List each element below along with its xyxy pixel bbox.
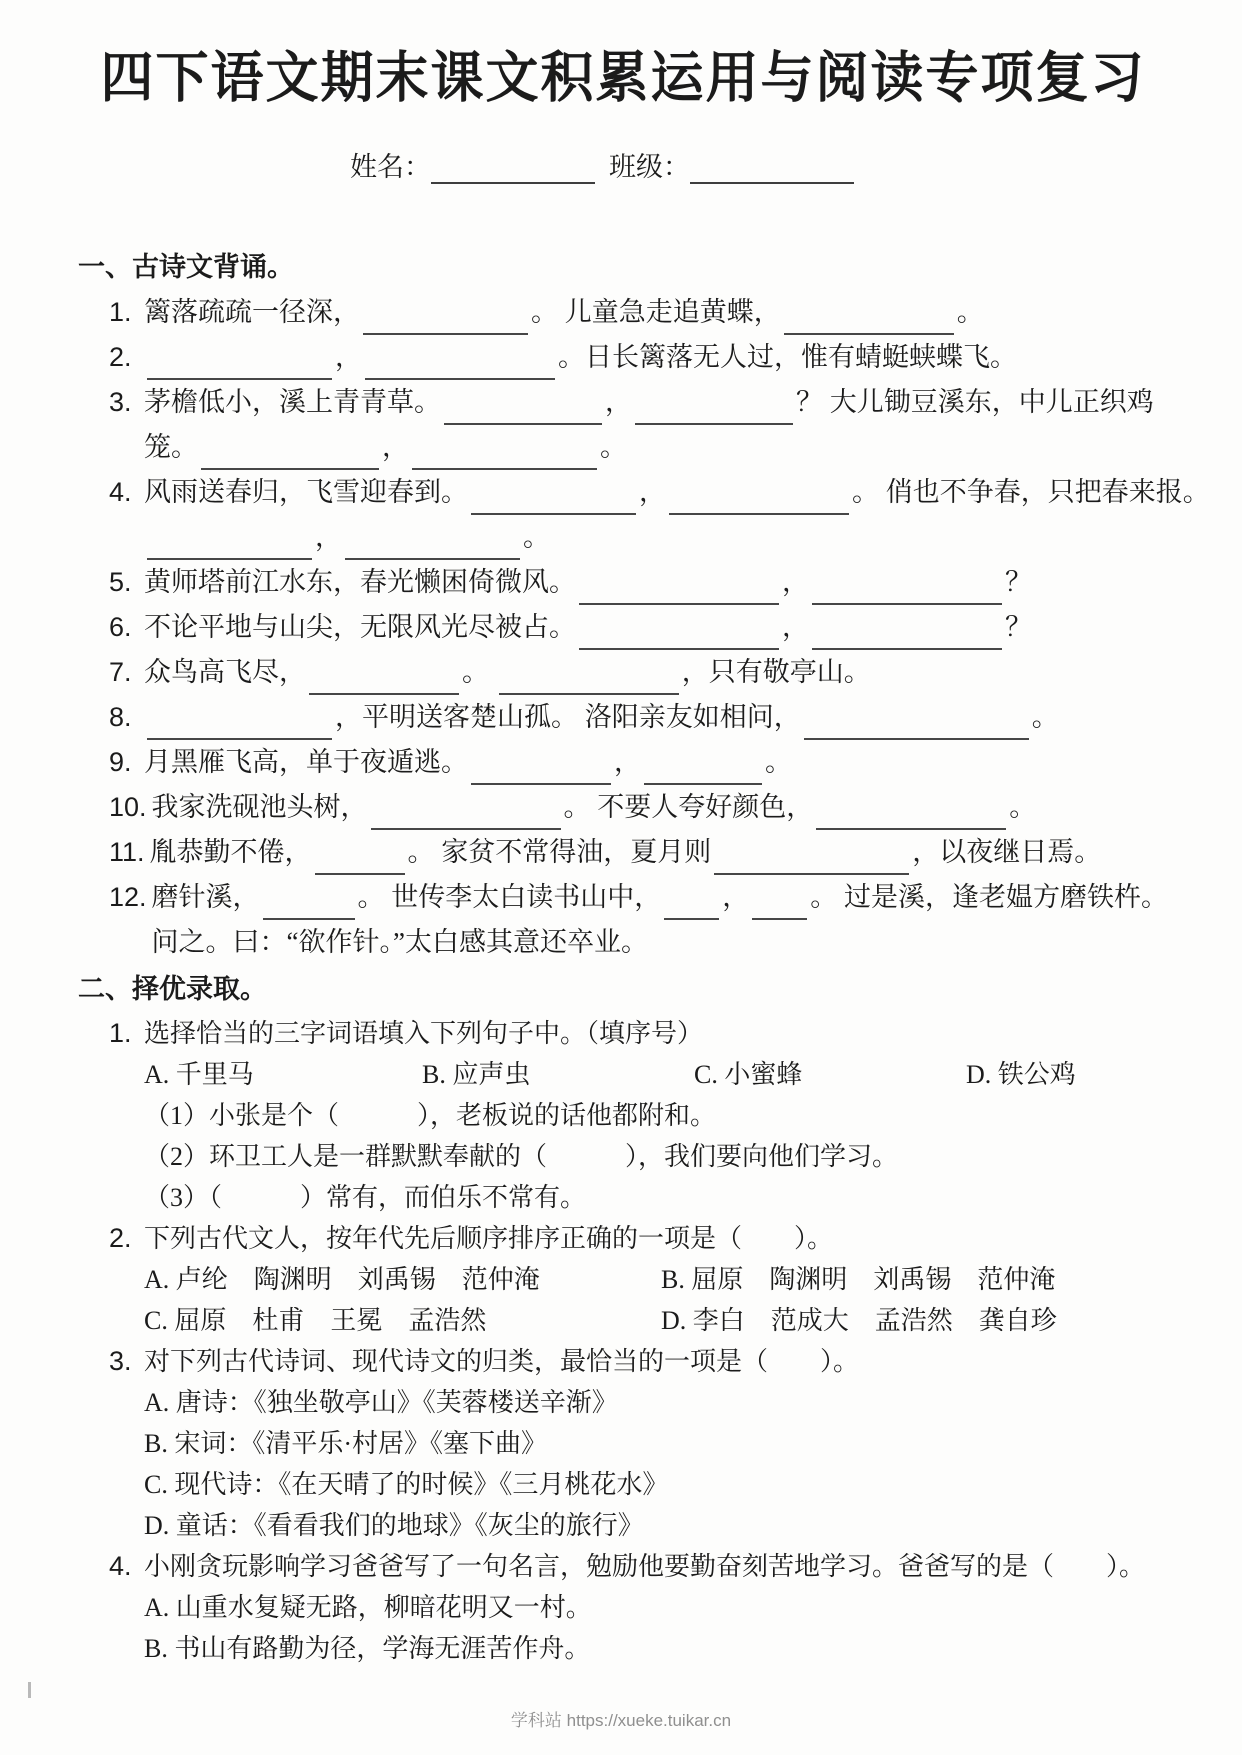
answer-blank-line	[499, 663, 679, 695]
item-number: 1.	[109, 1018, 132, 1048]
answer-blank-line	[471, 753, 611, 785]
text-segment: 。 儿童急走追黄蝶，	[531, 297, 781, 327]
text-line	[152, 920, 1168, 965]
text-segment: （1）小张是个（ ），老板说的话他都附和。	[144, 1101, 717, 1130]
item-number: 3.	[109, 1346, 132, 1376]
text-line	[144, 1464, 1168, 1505]
text-segment: 选择恰当的三字词语填入下列句子中。（填序号）	[144, 1019, 704, 1048]
text-line	[144, 290, 1168, 335]
text-segment: ，	[782, 567, 809, 597]
text-line	[144, 515, 1168, 560]
text-line	[144, 335, 1168, 380]
answer-blank-line	[471, 483, 636, 515]
text-segment: 。	[956, 297, 984, 327]
text-segment: 。	[523, 522, 550, 552]
text-segment: ，只有敬亭山。	[681, 657, 871, 687]
text-segment: （3）（ ）常有，而伯乐不常有。	[144, 1183, 587, 1212]
text-segment: 月黑雁飞高，单于夜遁逃。	[144, 747, 468, 777]
text-line	[144, 1382, 1168, 1423]
item-body	[150, 830, 1168, 875]
item-number: 7.	[109, 657, 132, 687]
question-item	[78, 380, 1168, 470]
answer-blank-line	[444, 393, 602, 425]
class-label: 班级：	[609, 152, 690, 183]
question-item	[78, 1341, 1168, 1546]
text-segment: 对下列古代诗词、现代诗文的归类，最恰当的一项是（ ）。	[144, 1347, 860, 1376]
item-number: 5.	[109, 567, 132, 597]
text-segment: A. 唐诗：《独坐敬亭山》《芙蓉楼送辛渐》	[144, 1388, 618, 1417]
answer-blank-line	[812, 618, 1002, 650]
item-number: 3.	[109, 387, 132, 417]
answer-blank-line	[752, 888, 807, 920]
text-line	[144, 1218, 1168, 1259]
text-segment: ，平明送客楚山孤。 洛阳亲友如相问，	[335, 702, 801, 732]
answer-blank-line	[201, 438, 379, 470]
text-segment: 。 世传李太白读书山中，	[357, 882, 662, 912]
text-segment: ，	[382, 432, 409, 462]
section-heading: 一、古诗文背诵。	[78, 252, 294, 283]
question-item	[78, 740, 1168, 785]
item-number: 10.	[109, 792, 147, 822]
item-body	[152, 785, 1168, 830]
text-line	[144, 1013, 1168, 1054]
text-segment: A. 千里马	[144, 1060, 254, 1089]
text-segment: C. 小蜜蜂	[694, 1060, 803, 1089]
question-item	[78, 695, 1168, 740]
text-line	[150, 830, 1168, 875]
question-item	[78, 560, 1168, 605]
text-segment: 。 不要人夸好颜色，	[563, 792, 814, 822]
question-item	[78, 1546, 1168, 1669]
item-body	[144, 605, 1168, 650]
text-segment: ，	[315, 522, 342, 552]
text-line	[144, 560, 1168, 605]
item-body	[144, 1546, 1168, 1669]
name-blank-line	[431, 154, 595, 184]
text-segment: 。日长篱落无人过，惟有蜻蜓蛱蝶飞。	[558, 342, 1017, 372]
answer-blank-line	[812, 573, 1002, 605]
item-number: 4.	[109, 477, 132, 507]
text-segment: 。	[1009, 792, 1037, 822]
answer-blank-line	[579, 618, 779, 650]
answer-blank-line	[309, 663, 459, 695]
sections-container	[78, 250, 1210, 1669]
item-number: 9.	[109, 747, 132, 777]
text-segment: ，	[782, 612, 809, 642]
text-line	[144, 1300, 1168, 1341]
section	[78, 250, 1210, 965]
text-line	[144, 1341, 1168, 1382]
text-segment: 。	[600, 432, 627, 462]
text-segment: ？ 大儿锄豆溪东，中儿正织鸡	[796, 387, 1154, 417]
text-segment: ，	[639, 477, 666, 507]
text-segment: 下列古代文人，按年代先后顺序排序正确的一项是（ ）。	[144, 1224, 834, 1253]
item-number: 6.	[109, 612, 132, 642]
answer-blank-line	[816, 798, 1006, 830]
section-heading: 二、择优录取。	[78, 974, 267, 1005]
text-segment: 磨针溪，	[151, 882, 260, 912]
answer-blank-line	[345, 528, 520, 560]
question-item	[78, 1218, 1168, 1341]
section	[78, 971, 1168, 1669]
text-segment: 胤恭勤不倦，	[149, 837, 312, 867]
text-segment: 小刚贪玩影响学习爸爸写了一句名言，勉励他要勤奋刻苦地学习。爸爸写的是（ ）。	[144, 1552, 1146, 1581]
item-number: 1.	[109, 297, 132, 327]
text-segment: 众鸟高飞尽，	[144, 657, 306, 687]
item-body	[144, 1218, 1168, 1341]
text-segment: D. 铁公鸡	[966, 1060, 1076, 1089]
text-segment: 笼。	[144, 432, 198, 462]
answer-blank-line	[635, 393, 793, 425]
text-line	[144, 1259, 1168, 1300]
text-segment: 。 俏也不争春，只把春来报。	[852, 477, 1210, 507]
answer-blank-line	[804, 708, 1029, 740]
answer-blank-line	[147, 348, 332, 380]
question-item	[78, 1013, 1168, 1218]
text-segment: 不论平地与山尖，无限风光尽被占。	[144, 612, 576, 642]
item-number: 2.	[109, 342, 132, 372]
answer-blank-line	[263, 888, 355, 920]
name-label: 姓名：	[350, 152, 431, 183]
item-body	[144, 1013, 1168, 1218]
question-item	[78, 470, 1210, 560]
text-segment: ？	[1005, 612, 1032, 642]
text-line	[144, 1546, 1168, 1587]
text-line	[144, 1095, 1168, 1136]
text-segment: A. 卢纶 陶渊明 刘禹锡 范仲淹	[144, 1265, 540, 1294]
text-line	[152, 785, 1168, 830]
text-segment: D. 童话：《看看我们的地球》《灰尘的旅行》	[144, 1511, 644, 1540]
text-segment: ，以夜继日焉。	[912, 837, 1102, 867]
text-line	[144, 1423, 1168, 1464]
text-line	[152, 875, 1168, 920]
question-item	[78, 785, 1168, 830]
text-line	[144, 695, 1168, 740]
text-line	[144, 1136, 1168, 1177]
text-line	[144, 1505, 1168, 1546]
text-segment: 。 家贫不常得油，夏月则	[407, 837, 712, 867]
name-class-row	[350, 152, 1168, 184]
class-blank-line	[690, 154, 854, 184]
answer-blank-line	[371, 798, 561, 830]
text-line	[144, 1054, 1168, 1095]
item-body	[144, 695, 1168, 740]
answer-blank-line	[315, 843, 405, 875]
text-segment: A. 山重水复疑无路，柳暗花明又一村。	[144, 1593, 592, 1622]
text-segment: 。	[462, 657, 496, 687]
item-body	[144, 560, 1168, 605]
scan-artifact	[28, 1682, 31, 1698]
text-line	[144, 1177, 1168, 1218]
answer-blank-line	[784, 303, 954, 335]
answer-blank-line	[644, 753, 762, 785]
text-segment: 黄师塔前江水东，春光懒困倚微风。	[144, 567, 576, 597]
text-line	[144, 470, 1210, 515]
question-item	[78, 830, 1168, 875]
item-body	[144, 290, 1168, 335]
text-line	[144, 740, 1168, 785]
text-segment: B. 屈原 陶渊明 刘禹锡 范仲淹	[661, 1265, 1056, 1294]
item-body	[152, 875, 1168, 965]
text-line	[144, 1628, 1168, 1669]
item-number: 4.	[109, 1551, 132, 1581]
text-segment: 。	[765, 747, 792, 777]
text-segment: B. 书山有路勤为径，学海无涯苦作舟。	[144, 1634, 591, 1663]
item-body	[144, 740, 1168, 785]
text-line	[144, 380, 1168, 425]
text-segment: 。	[1031, 702, 1059, 732]
item-body	[144, 335, 1168, 380]
page-title: 四下语文期末课文积累运用与阅读专项复习	[100, 46, 1146, 111]
question-item	[78, 875, 1168, 965]
item-body	[144, 470, 1210, 560]
item-number: 11.	[109, 837, 145, 867]
item-number: 12.	[109, 882, 147, 912]
answer-blank-line	[147, 528, 312, 560]
item-number: 2.	[109, 1223, 132, 1253]
text-segment: ，	[335, 342, 362, 372]
text-segment: ？	[1005, 567, 1032, 597]
text-segment: C. 屈原 杜甫 王冕 孟浩然	[144, 1306, 487, 1335]
text-segment: （2）环卫工人是一群默默奉献的（ ），我们要向他们学习。	[144, 1142, 899, 1171]
item-body	[144, 380, 1168, 470]
answer-blank-line	[147, 708, 332, 740]
answer-blank-line	[365, 348, 555, 380]
text-segment: 。 过是溪，逢老媪方磨铁杵。	[810, 882, 1169, 912]
text-segment: 风雨送春归，飞雪迎春到。	[144, 477, 468, 507]
text-segment: D. 李白 范成大 孟浩然 龚自珍	[661, 1306, 1057, 1335]
text-segment: B. 宋词：《清平乐·村居》《塞下曲》	[144, 1429, 548, 1458]
item-number: 8.	[109, 702, 132, 732]
text-line	[144, 425, 1168, 470]
text-segment: 茅檐低小，溪上青青草。	[144, 387, 441, 417]
question-item	[78, 605, 1168, 650]
answer-blank-line	[363, 303, 528, 335]
footer-watermark: 学科站 https://xueke.tuikar.cn	[510, 1711, 732, 1730]
text-segment: 我家洗砚池头树，	[151, 792, 368, 822]
text-segment: B. 应声虫	[422, 1060, 531, 1089]
answer-blank-line	[714, 843, 909, 875]
item-body	[144, 650, 1168, 695]
question-item	[78, 290, 1168, 335]
text-segment: 篱落疏疏一径深，	[144, 297, 360, 327]
text-segment: 问之。曰：“欲作针。”太白感其意还卒业。	[151, 927, 649, 957]
question-item	[78, 650, 1168, 695]
answer-blank-line	[664, 888, 719, 920]
answer-blank-line	[412, 438, 597, 470]
item-body	[144, 1341, 1168, 1546]
text-line	[144, 1587, 1168, 1628]
answer-blank-line	[579, 573, 779, 605]
text-segment: C. 现代诗：《在天晴了的时候》《三月桃花水》	[144, 1470, 669, 1499]
answer-blank-line	[669, 483, 849, 515]
text-segment: ，	[722, 882, 750, 912]
question-item	[78, 335, 1168, 380]
text-segment: ，	[605, 387, 632, 417]
text-line	[144, 605, 1168, 650]
text-segment: ，	[614, 747, 641, 777]
text-line	[144, 650, 1168, 695]
